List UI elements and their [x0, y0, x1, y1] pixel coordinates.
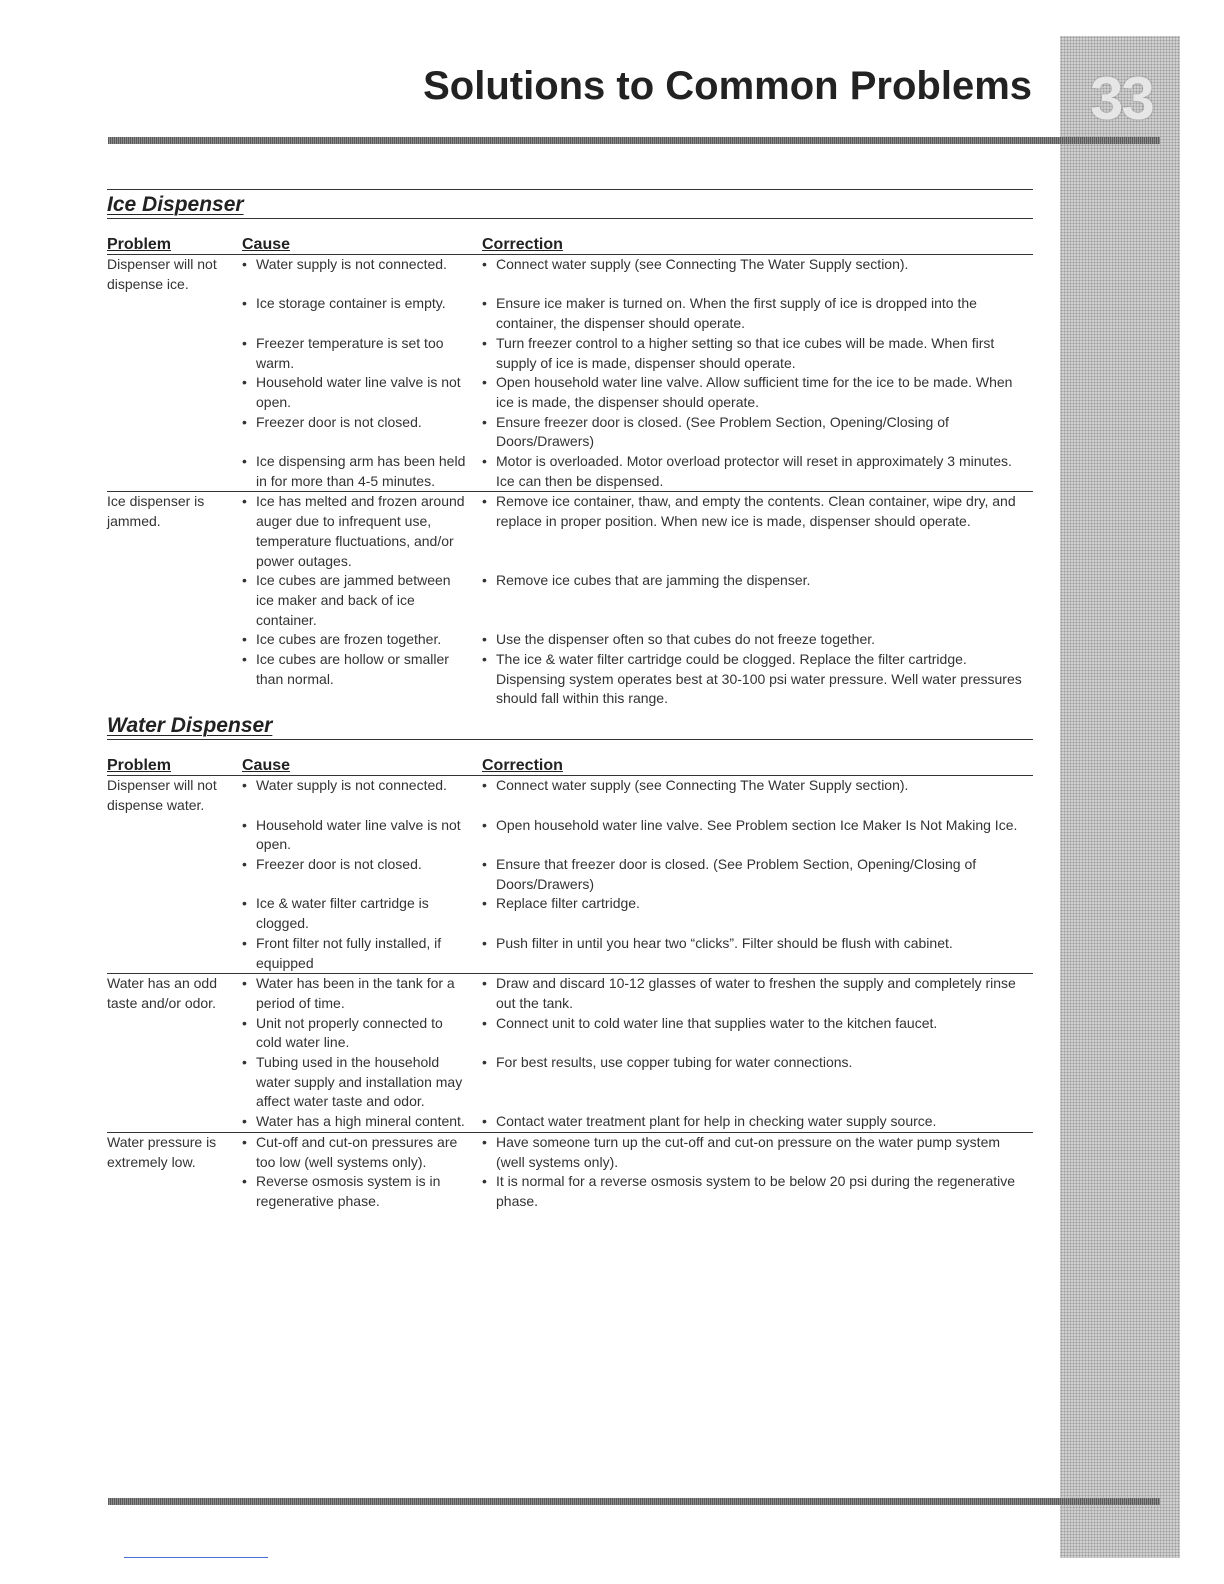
problem-cell — [107, 650, 242, 709]
cause-text: • Ice & water filter cartridge is clogged. — [242, 894, 468, 933]
correction-text: • Draw and discard 10-12 glasses of water to freshen the supply and completely rinse out the tank. — [482, 974, 1023, 1013]
correction-cell — [482, 294, 1033, 333]
cause-text: • Cut-off and cut-on pressures are too low (well systems only). — [242, 1133, 468, 1172]
table-row — [107, 255, 1033, 295]
problem-cell — [107, 294, 242, 333]
cause-text: • Water supply is not connected. — [242, 776, 468, 796]
correction-text: • Ensure freezer door is closed. (See Problem Section, Opening/Closing of Doors/Drawers) — [482, 413, 1023, 452]
correction-cell — [482, 974, 1033, 1014]
problem-cell: Water has an odd taste and/or odor. — [107, 974, 242, 1014]
column-header-cause: Cause — [242, 236, 482, 255]
table-row — [107, 452, 1033, 492]
cause-cell — [242, 255, 482, 295]
water-dispenser-section — [107, 709, 1033, 1211]
cause-cell — [242, 894, 482, 933]
cause-text: • Freezer door is not closed. — [242, 855, 468, 875]
table-row — [107, 294, 1033, 333]
correction-cell — [482, 855, 1033, 894]
cause-text: • Ice cubes are hollow or smaller than normal. — [242, 650, 468, 689]
cause-cell — [242, 1112, 482, 1132]
cause-text: • Household water line valve is not open. — [242, 816, 468, 855]
cause-cell — [242, 413, 482, 452]
table-row — [107, 334, 1033, 373]
cause-cell — [242, 1014, 482, 1053]
correction-text: • Replace filter cartridge. — [482, 894, 1023, 914]
correction-text: • Motor is overloaded. Motor overload protector will reset in approximately 3 minutes. Ice can then be dispensed. — [482, 452, 1023, 491]
cause-cell — [242, 855, 482, 894]
correction-cell — [482, 1014, 1033, 1053]
correction-text: • It is normal for a reverse osmosis system to be below 20 psi during the regenerative phase. — [482, 1172, 1023, 1211]
correction-text: • Remove ice container, thaw, and empty the contents. Clean container, wipe dry, and replace in proper position. When new ice is made, dispenser should operate. — [482, 492, 1023, 531]
correction-cell — [482, 650, 1033, 709]
cause-text: • Reverse osmosis system is in regenerative phase. — [242, 1172, 468, 1211]
correction-cell — [482, 1132, 1033, 1172]
correction-text: • Ensure ice maker is turned on. When the first supply of ice is dropped into the container, the dispenser should operate. — [482, 294, 1023, 333]
table-row — [107, 650, 1033, 709]
cause-cell — [242, 934, 482, 974]
cause-cell — [242, 816, 482, 855]
correction-cell — [482, 776, 1033, 816]
ice-dispenser-section — [107, 189, 1033, 709]
correction-cell — [482, 334, 1033, 373]
problem-cell: Ice dispenser is jammed. — [107, 492, 242, 571]
table-row — [107, 1053, 1033, 1112]
table-header-row — [107, 757, 1033, 776]
table-row — [107, 1014, 1033, 1053]
problem-cell: Water pressure is extremely low. — [107, 1132, 242, 1172]
cause-text: • Ice cubes are jammed between ice maker and back of ice container. — [242, 571, 468, 630]
cause-text: • Freezer temperature is set too warm. — [242, 334, 468, 373]
correction-text: • Push filter in until you hear two “clicks”. Filter should be flush with cabinet. — [482, 934, 1023, 954]
correction-cell — [482, 1172, 1033, 1211]
column-header-correction: Correction — [482, 757, 1033, 776]
cause-text: • Ice cubes are frozen together. — [242, 630, 468, 650]
cause-cell — [242, 1172, 482, 1211]
section-heading: Water Dispenser — [107, 709, 1033, 740]
correction-text: • Connect unit to cold water line that supplies water to the kitchen faucet. — [482, 1014, 1023, 1034]
correction-cell — [482, 571, 1033, 630]
correction-text: • Open household water line valve. Allow sufficient time for the ice to be made. When ice is made, the dispenser should operate. — [482, 373, 1023, 412]
correction-text: • Have someone turn up the cut-off and cut-on pressure on the water pump system (well systems only). — [482, 1133, 1023, 1172]
cause-cell — [242, 373, 482, 412]
troubleshooting-table — [107, 236, 1033, 709]
column-header-problem: Problem — [107, 757, 242, 776]
cause-text: • Ice has melted and frozen around auger due to infrequent use, temperature fluctuations, and/or power outages. — [242, 492, 468, 571]
problem-cell — [107, 413, 242, 452]
cause-text: • Water supply is not connected. — [242, 255, 468, 275]
column-header-problem: Problem — [107, 236, 242, 255]
page-number: 33 — [1090, 65, 1153, 132]
problem-cell — [107, 630, 242, 650]
correction-cell — [482, 255, 1033, 295]
correction-text: • Ensure that freezer door is closed. (See Problem Section, Opening/Closing of Doors/Drawers) — [482, 855, 1023, 894]
cause-text: • Ice storage container is empty. — [242, 294, 468, 314]
page-tab-strip — [1060, 36, 1180, 1558]
table-row — [107, 894, 1033, 933]
correction-text: • For best results, use copper tubing for water connections. — [482, 1053, 1023, 1073]
table-row — [107, 934, 1033, 974]
correction-text: • Connect water supply (see Connecting The Water Supply section). — [482, 776, 1023, 796]
table-row — [107, 855, 1033, 894]
table-row — [107, 974, 1033, 1014]
problem-cell: Dispenser will not dispense ice. — [107, 256, 217, 292]
correction-cell — [482, 816, 1033, 855]
page-title: Solutions to Common Problems — [423, 64, 1032, 108]
column-header-correction: Correction — [482, 236, 1033, 255]
correction-text: • Remove ice cubes that are jamming the dispenser. — [482, 571, 1023, 591]
correction-text: • Use the dispenser often so that cubes do not freeze together. — [482, 630, 1023, 650]
troubleshooting-content — [107, 189, 1033, 1212]
cause-text: • Water has been in the tank for a period of time. — [242, 974, 468, 1013]
correction-cell — [482, 452, 1033, 492]
problem-cell — [107, 894, 242, 933]
correction-cell — [482, 630, 1033, 650]
problem-cell — [107, 934, 242, 974]
cause-cell — [242, 776, 482, 816]
table-row — [107, 1132, 1033, 1172]
correction-cell — [482, 894, 1033, 933]
cause-cell — [242, 630, 482, 650]
table-row — [107, 1172, 1033, 1211]
problem-cell — [107, 334, 242, 373]
footer-link-line — [124, 1557, 268, 1558]
correction-text: • Contact water treatment plant for help in checking water supply source. — [482, 1112, 1023, 1132]
correction-text: • The ice & water filter cartridge could be clogged. Replace the filter cartridge. Dispensing system operates best at 30-100 psi water pressure. Well water pressures should fall within this range. — [482, 650, 1023, 709]
correction-cell — [482, 1112, 1033, 1132]
cause-text: • Water has a high mineral content. — [242, 1112, 468, 1132]
troubleshooting-table — [107, 757, 1033, 1211]
problem-cell — [107, 571, 242, 630]
footer-rule — [108, 1498, 1160, 1505]
table-row — [107, 413, 1033, 452]
problem-cell — [107, 855, 242, 894]
correction-cell — [482, 1053, 1033, 1112]
correction-cell — [482, 413, 1033, 452]
cause-cell — [242, 650, 482, 709]
correction-cell — [482, 492, 1033, 571]
cause-cell — [242, 974, 482, 1014]
table-row — [107, 571, 1033, 630]
section-heading: Ice Dispenser — [107, 189, 1033, 219]
problem-cell — [107, 1112, 242, 1132]
problem-cell — [107, 816, 242, 855]
cause-cell — [242, 492, 482, 571]
cause-cell — [242, 452, 482, 492]
table-row — [107, 776, 1033, 816]
header-rule — [108, 137, 1160, 144]
correction-text: • Open household water line valve. See Problem section Ice Maker Is Not Making Ice. — [482, 816, 1023, 836]
problem-cell — [107, 1053, 242, 1112]
cause-cell — [242, 334, 482, 373]
cause-text: • Unit not properly connected to cold water line. — [242, 1014, 468, 1053]
table-row — [107, 630, 1033, 650]
problem-cell — [107, 452, 242, 492]
table-header-row — [107, 236, 1033, 255]
problem-cell: Dispenser will not dispense water. — [107, 777, 217, 813]
cause-cell — [242, 571, 482, 630]
problem-cell — [107, 373, 242, 412]
cause-text: • Tubing used in the household water supply and installation may affect water taste and odor. — [242, 1053, 468, 1112]
cause-cell — [242, 294, 482, 333]
correction-cell — [482, 373, 1033, 412]
cause-text: • Freezer door is not closed. — [242, 413, 468, 433]
table-row — [107, 1112, 1033, 1132]
correction-text: • Turn freezer control to a higher setting so that ice cubes will be made. When first supply of ice is made, dispenser should operate. — [482, 334, 1023, 373]
table-row — [107, 492, 1033, 571]
table-row — [107, 373, 1033, 412]
problem-cell — [107, 1172, 242, 1211]
cause-cell — [242, 1132, 482, 1172]
problem-cell — [107, 1014, 242, 1053]
correction-text: • Connect water supply (see Connecting The Water Supply section). — [482, 255, 1023, 275]
cause-text: • Front filter not fully installed, if equipped — [242, 934, 468, 973]
cause-cell — [242, 1053, 482, 1112]
correction-cell — [482, 934, 1033, 974]
column-header-cause: Cause — [242, 757, 482, 776]
table-row — [107, 816, 1033, 855]
cause-text: • Ice dispensing arm has been held in for more than 4-5 minutes. — [242, 452, 468, 491]
cause-text: • Household water line valve is not open. — [242, 373, 468, 412]
